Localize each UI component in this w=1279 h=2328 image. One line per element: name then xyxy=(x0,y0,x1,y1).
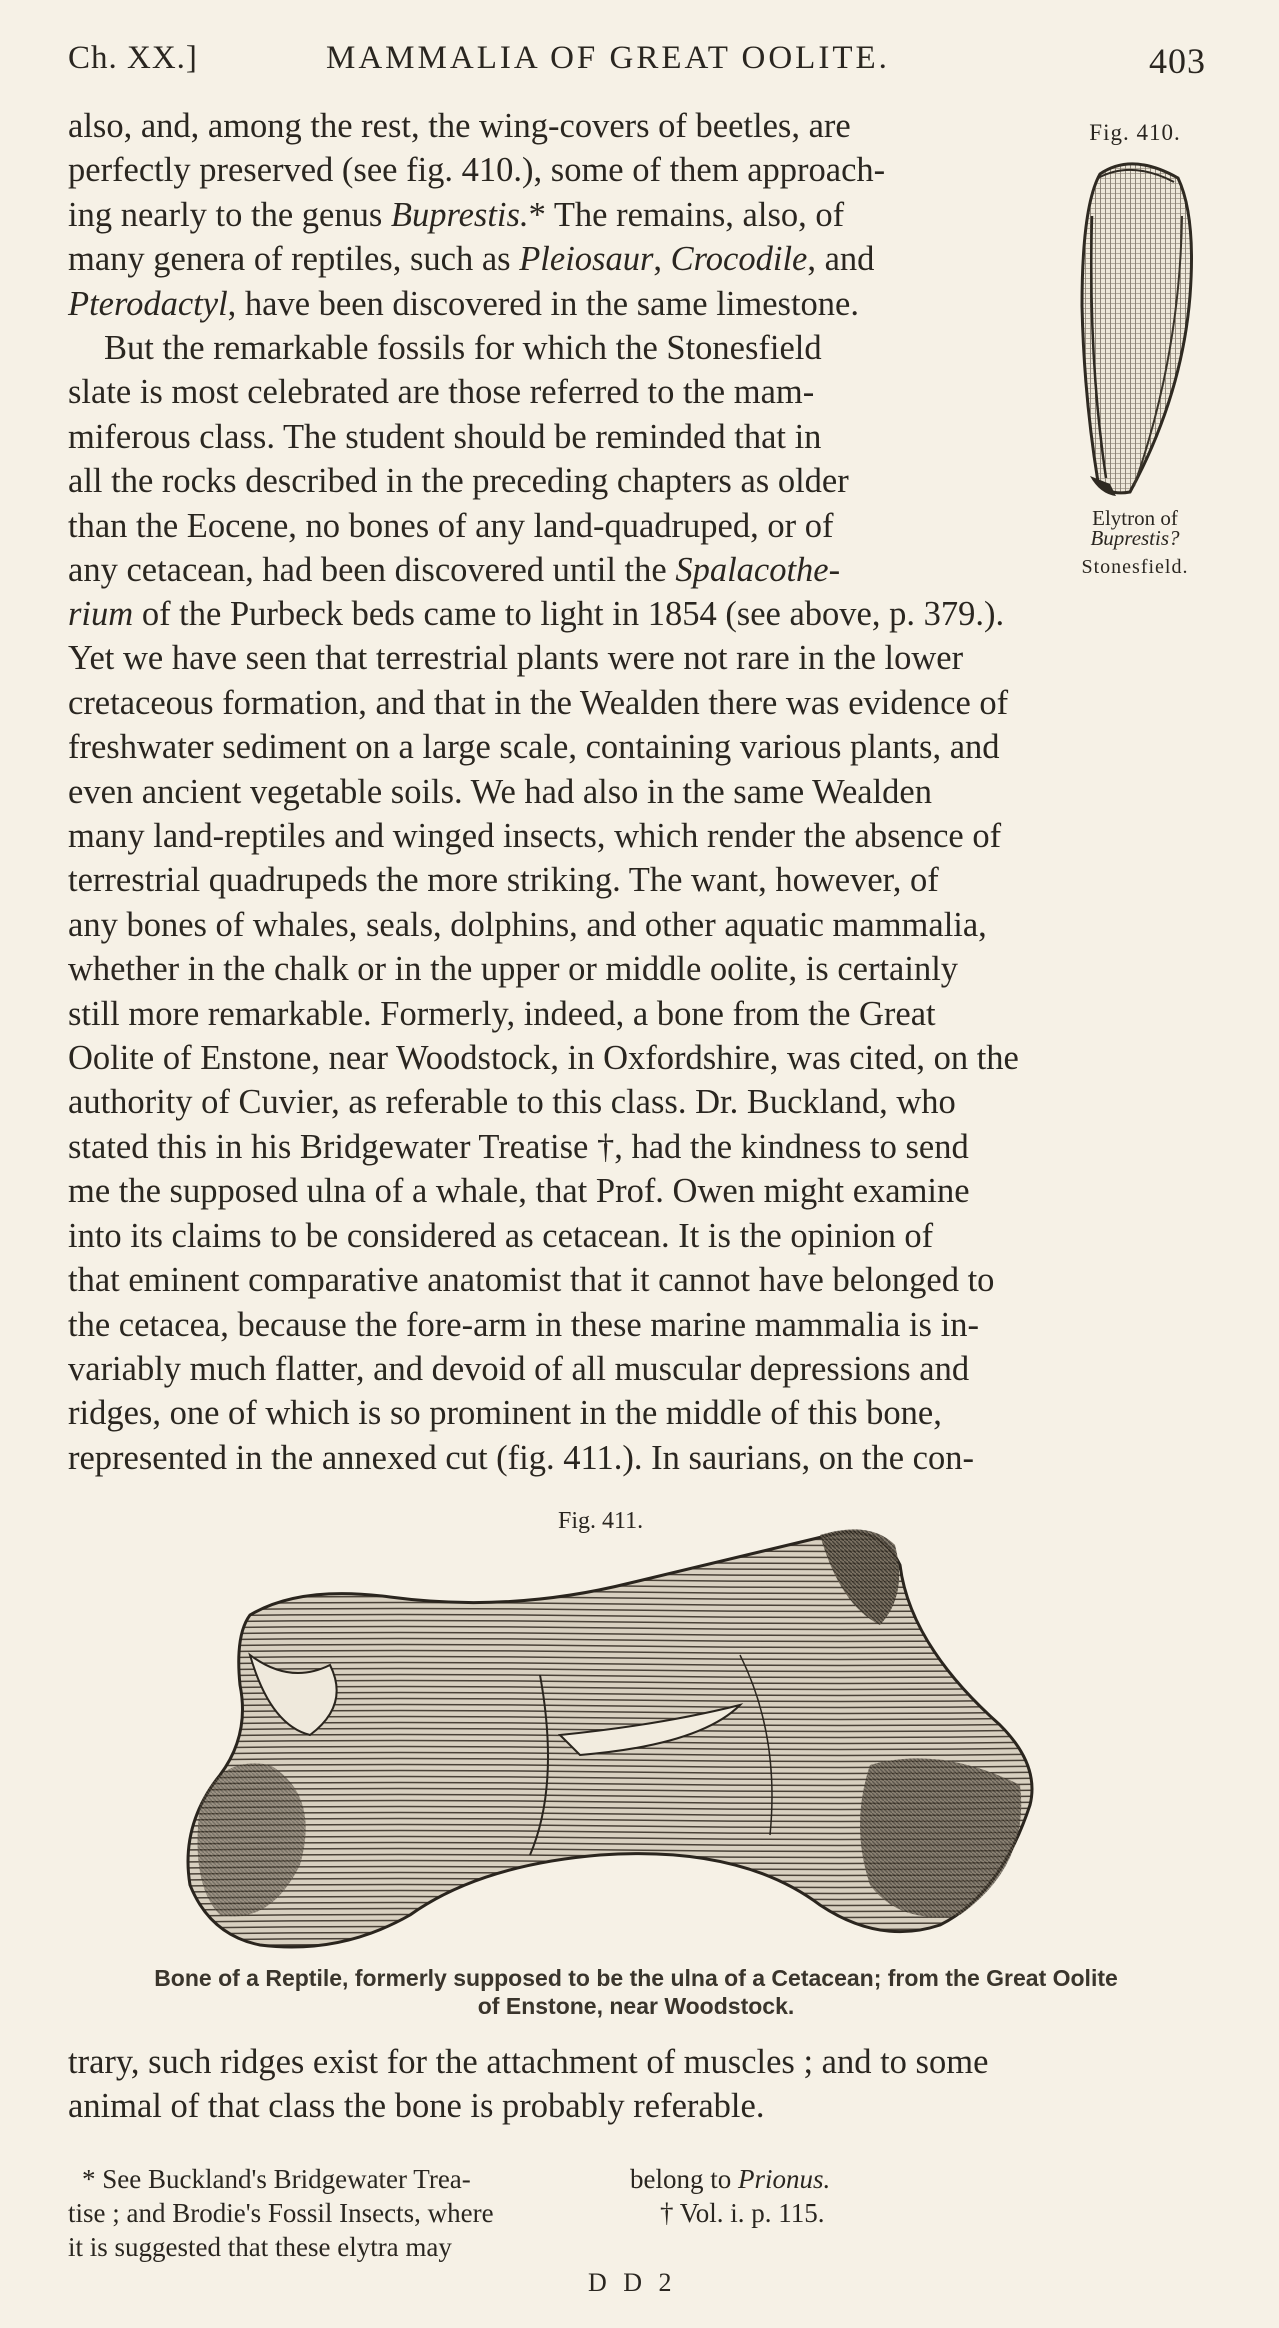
text-line: animal of that class the bone is probably referable. xyxy=(68,2087,765,2126)
text-line: all the rocks described in the preceding chapters as older xyxy=(68,462,849,501)
text-run: * The remains, also, of xyxy=(528,195,845,234)
genus-name: rium xyxy=(68,595,134,633)
text-line xyxy=(68,592,1204,636)
text-run: , xyxy=(653,240,671,279)
text-line: trary, such ridges exist for the attachment of muscles ; and to some xyxy=(68,2043,989,2081)
text-run: , have been discovered in the same limestone. xyxy=(227,284,859,323)
text-run: , and xyxy=(807,240,875,279)
text-line xyxy=(68,237,1028,281)
text-line: any bones of whales, seals, dolphins, and other aquatic mammalia, xyxy=(68,905,987,944)
footnote-line: it is suggested that these elytra may xyxy=(68,2232,452,2262)
footnote-left xyxy=(68,2162,628,2264)
figure-410-label: Fig. 410. xyxy=(1089,120,1181,145)
footnote-right xyxy=(630,2162,930,2230)
figure-411-label: Fig. 411. xyxy=(558,1508,644,1534)
running-header xyxy=(68,40,1206,84)
footnote-line xyxy=(630,2162,930,2196)
text-line: variably much flatter, and devoid of all muscular depressions and xyxy=(68,1349,970,1388)
text-line: still more remarkable. Formerly, indeed, a bone from the Great xyxy=(68,994,936,1033)
genus-name: Pleiosaur xyxy=(519,240,654,279)
paragraph-2-full xyxy=(68,592,1204,1480)
page-number: 403 xyxy=(1149,41,1206,81)
text-line: also, and, among the rest, the wing-covers of beetles, are xyxy=(68,107,851,145)
text-run: of the Purbeck beds came to light in 1854 (see above, p. 379.). xyxy=(133,595,1005,633)
text-line xyxy=(68,193,1028,237)
text-run: many genera of reptiles, such as xyxy=(68,240,520,279)
figure-411-caption xyxy=(68,1964,1204,2020)
genus-name: Spalacothe- xyxy=(675,551,841,590)
text-line: freshwater sediment on a large scale, containing various plants, and xyxy=(68,728,1000,767)
chapter-marker: Ch. XX.] xyxy=(68,40,198,76)
footnote-line: † Vol. i. p. 115. xyxy=(660,2198,825,2228)
genus-name: Buprestis. xyxy=(390,195,529,234)
text-line xyxy=(68,282,1028,326)
caption-line: Bone of a Reptile, formerly supposed to be the ulna of a Cetacean; from the Great Oolite xyxy=(154,1965,1118,1991)
text-line: that eminent comparative anatomist that it cannot have belonged to xyxy=(68,1261,995,1300)
bone-illustration xyxy=(180,1505,1060,1965)
caption-line: of Enstone, near Woodstock. xyxy=(477,1993,795,2019)
elytron-illustration xyxy=(1070,156,1200,502)
signature-mark: D D 2 xyxy=(588,2268,677,2297)
text-run: any cetacean, had been discovered until the xyxy=(68,551,676,590)
footnote-line: * See Buckland's Bridgewater Trea- xyxy=(82,2164,471,2194)
text-line xyxy=(68,548,1028,592)
text-line: me the supposed ulna of a whale, that Prof. Owen might examine xyxy=(68,1172,970,1211)
caption-line: Buprestis? xyxy=(1090,526,1180,550)
genus-name: Prionus. xyxy=(738,2164,831,2194)
caption-line: Elytron of xyxy=(1092,506,1178,530)
text-line: whether in the chalk or in the upper or middle oolite, is certainly xyxy=(68,950,959,989)
text-line: authority of Cuvier, as referable to this class. Dr. Buckland, who xyxy=(68,1083,956,1122)
text-line: into its claims to be considered as cetacean. It is the opinion of xyxy=(68,1216,934,1255)
genus-name: Pterodactyl xyxy=(68,284,228,323)
text-line: than the Eocene, no bones of any land-quadruped, or of xyxy=(68,506,834,545)
text-line: the cetacea, because the fore-arm in these marine mammalia is in- xyxy=(68,1305,979,1344)
text-line: perfectly preserved (see fig. 410.), some of them approach- xyxy=(68,151,886,190)
paragraph-3 xyxy=(68,2040,1204,2129)
text-line: cretaceous formation, and that in the Wealden there was evidence of xyxy=(68,683,1009,722)
text-line: miferous class. The student should be reminded that in xyxy=(68,417,822,456)
text-line: even ancient vegetable soils. We had also in the same Wealden xyxy=(68,772,932,811)
text-run: belong to xyxy=(630,2164,738,2194)
text-line: slate is most celebrated are those referred to the mam- xyxy=(68,373,815,412)
running-title: MAMMALIA OF GREAT OOLITE. xyxy=(326,40,890,76)
text-line: terrestrial quadrupeds the more striking. The want, however, of xyxy=(68,861,939,900)
figure-410 xyxy=(1050,110,1220,600)
text-line: But the remarkable fossils for which the Stonesfield xyxy=(104,329,822,367)
text-line: represented in the annexed cut (fig. 411.). In saurians, on the con- xyxy=(68,1438,974,1477)
text-run: ing nearly to the genus xyxy=(68,195,391,234)
text-line: many land-reptiles and winged insects, which render the absence of xyxy=(68,817,1002,856)
paragraph-2-wrapped xyxy=(68,326,1028,592)
genus-name: Crocodile xyxy=(670,240,808,279)
figure-410-locality: Stonesfield. xyxy=(1081,556,1189,578)
text-line: Oolite of Enstone, near Woodstock, in Oxfordshire, was cited, on the xyxy=(68,1039,1019,1078)
footnote-line: tise ; and Brodie's Fossil Insects, where xyxy=(68,2198,494,2228)
paragraph-1 xyxy=(68,104,1028,326)
text-line: stated this in his Bridgewater Treatise †, had the kindness to send xyxy=(68,1127,969,1166)
text-line: ridges, one of which is so prominent in the middle of this bone, xyxy=(68,1394,942,1433)
text-line: Yet we have seen that terrestrial plants were not rare in the lower xyxy=(68,639,964,678)
figure-410-caption xyxy=(1050,508,1220,548)
